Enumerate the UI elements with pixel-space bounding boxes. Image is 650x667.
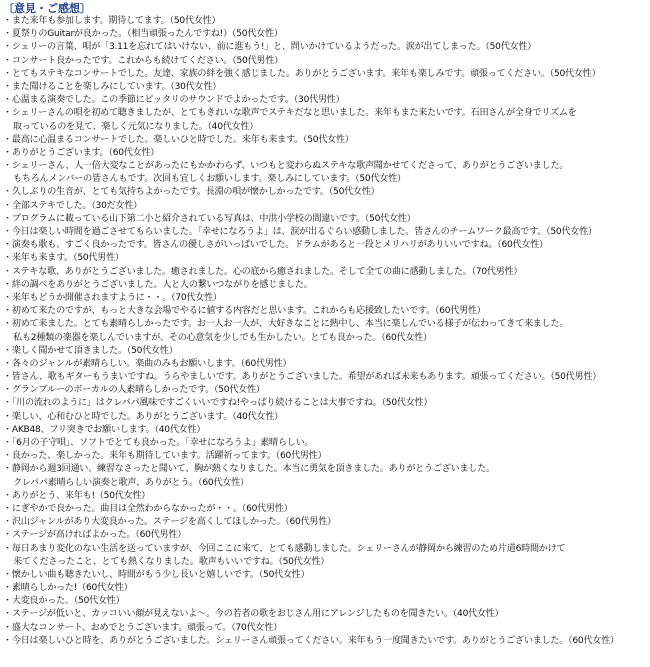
comment-line: ・ステキな歌、ありがとうございました。癒されました。心の底から癒されました。そして全ての曲に感動しました。（70代男性） [3,266,523,277]
comment-line: ・各々のジャンルが素晴らしい。楽曲のみもお願いします。（60代男性） [3,358,292,369]
comment-line: ・皆さん、歌もギターもうまいですね。うらやましいです。ありがとうございました。希望があれば未来もあります。頑張ってください。（50代男性） [3,372,602,383]
comment-line: ・AKB48、フリ突きでお願いします。（40代女性） [3,424,206,435]
comment-line: ・シェリーさんの唄を初めて聴きましたが、とてもきれいな歌声でステキだなと思いました。来年もまた来たいです。石田さんが全身でリズムを [3,108,577,119]
comment-line: ・シェリーの言葉、唄が「3.11を忘れてはいけない、前に進もう!」と、問いかけているようだった。涙が出てしまった。（50代女性） [3,42,537,53]
comment-line: ・全部ステキでした。（30だ女性） [3,200,142,211]
comment-line: ・「6月の子守唄」、ソフトでとても良かった。「幸せになろうよ」素晴らしい。 [3,438,314,448]
comment-line: ・楽しく聞かせて頂きました。（50代女性） [3,345,178,356]
comment-line: ・沢山ジャンルがあり大変良かった。ステージを高くしてほしかった。（60代男性） [3,517,336,528]
comment-line: ・シェリーさん、人一倍大変なことがあったにもかかわらず、いつもと変わらぬステキな歌声聞かせてくださって、ありがとうございました。 [3,161,569,172]
comment-line: ・心温まる演奏でした。この季節にピッタリのサウンドでよかったです。（30代男性） [3,95,345,106]
comment-line: ・大変良かった。（50代女性） [3,596,125,607]
comment-line-continuation: 取っているのを見て、楽しく元気になりました。（40代女性） [13,121,259,132]
comment-line: ・来年もどうか開催されますように・・。（70代女性） [3,292,222,303]
comment-list [3,15,649,648]
comment-line: ・最高に心温まるコンサートでした。楽しいひと時でした。来年も来ます。（50代女性） [3,134,354,145]
comment-line: ・今日は楽しいひと時を、ありがとうございました。シェリーさん頑張ってください。来年もう一度聞きたいです。ありがとうございました。（60代女性） [3,635,619,646]
comment-line: ・プログラムに載っている山下第二小と紹介されている写真は、中洪小学校の間違いです。（50代女性） [3,213,416,224]
comment-line: ・また来年も参加します。期待してます。（50代女性） [3,16,221,26]
comment-line: ・良かった、楽しかった。来年も期待しています。活躍祈ってます。（60代男性） [3,451,327,462]
comment-line: ・楽しい、心和むひと時でした。ありがとうございます。（40代女性） [3,411,283,422]
comment-line: ・ありがとうございます。（60代女性） [3,147,160,158]
section-heading: 〔意見・ご感想〕 [3,2,91,15]
comment-line: ・初めて来ました。とても素晴らしかったです。お一人お一人が、大好きなことに熱中し、本当に楽しんでいる様子が伝わってきて来ました。 [3,319,569,330]
comment-line: ・とてもステキなコンサートでした。友達、家族の絆を強く感じました。ありがとうございます。来年も楽しみです。頑張ってください。（50代女性） [3,68,601,79]
comment-line-continuation: クレパパ素晴らしい演奏と歌声、ありがとう。（60代女性） [13,477,249,488]
comment-line: ・コンサート良かったです。これからも続けてください。（50代男性） [3,55,283,66]
comment-line: ・来年も来ます。（50代男性） [3,253,124,264]
comment-line: ・静岡から週3回通い、練習なさったと聞いて、胸が熱くなりました。本当に勇気を頂きました。ありがとうございました。 [3,464,495,475]
comment-line-continuation: もちろんメンバーの皆さんもです。次回も宜しくお願いします。楽しみにしています。（50代女性） [13,174,406,185]
comment-line-continuation: 来てくださったこと、とても熱くなりました。歌声もいいですね。（50代女性） [13,556,330,567]
comment-line: ・夏祭りのGuitarが良かった。（相当頑張ったんですね!）（50代女性） [3,29,283,40]
comment-line: ・素晴らしかった!（60代女性） [3,583,133,594]
comment-line: ・絆の調べをありがとうございました。人と人の繋いつながりを感じました。 [3,279,313,290]
comment-line: ・演奏も歌も、すごく良かったです。皆さんの優しさがいっぱいでした。ドラムがあると一段とメリハリがありいいですね。（60代女性） [3,240,548,251]
comment-line: ・盛大なコンサート、おめでとうございます。頑張って。（70代女性） [3,622,282,633]
comment-line-continuation: 私も2種類の楽器を楽しんでいますが、その心意気を少しでも生かしたい。とても良かった。（60代女性） [13,332,432,343]
comment-line: ・ステージが低いと、カッコいい顔が見えないよ～。今の若者の歌をおじさん用にアレンジしたものを聞きたい。（40代女性） [3,609,504,620]
comment-line: ・また聞けることを楽しみにしています。（30代女性） [3,81,222,92]
comment-line: ・久しぶりの生音が、とても気持ちよかったです。長淵の唄が懐かしかったです。（50代女性） [3,187,380,198]
comment-line: ・初めて来たのですが、もっと大きな会場でやるに値する内容だと思います。これからも応援致したいです。（60代男性） [3,306,486,317]
comment-line: ・にぎやかで良かった。曲目は全然わからなかったが・・。（60代男性） [3,503,293,514]
comment-line: ・懐かしい曲も聴きたいし、時間がもう少し長いと嬉しいです。（50代女性） [3,569,310,580]
comment-line: ・ありがとう、来年も!（50代女性） [3,490,151,501]
comment-line: ・毎日あまり変化のない生活を送っていますが、今回ここに来て、とても感動しました。シェリーさんが静岡から練習のため片道6時間かけて [3,543,566,554]
comment-line: ・「川の流れのように」はクレパパ風味ですごくいいですね!やっぱり続けることは大事ですね。（50代女性） [3,398,433,409]
comment-line: ・ステージが高ければよかった。（60代男性） [3,530,187,541]
comment-line: ・グランブルーのボーカルの人素晴らしかったです。（50代女性） [3,385,265,396]
comment-line: ・今日は楽しい時間を過ごさせてもらいました。「幸せになろうよ」は、涙が出るぐらい感動しました。皆さんのチームワーク最高です。（50代女性） [3,227,597,237]
